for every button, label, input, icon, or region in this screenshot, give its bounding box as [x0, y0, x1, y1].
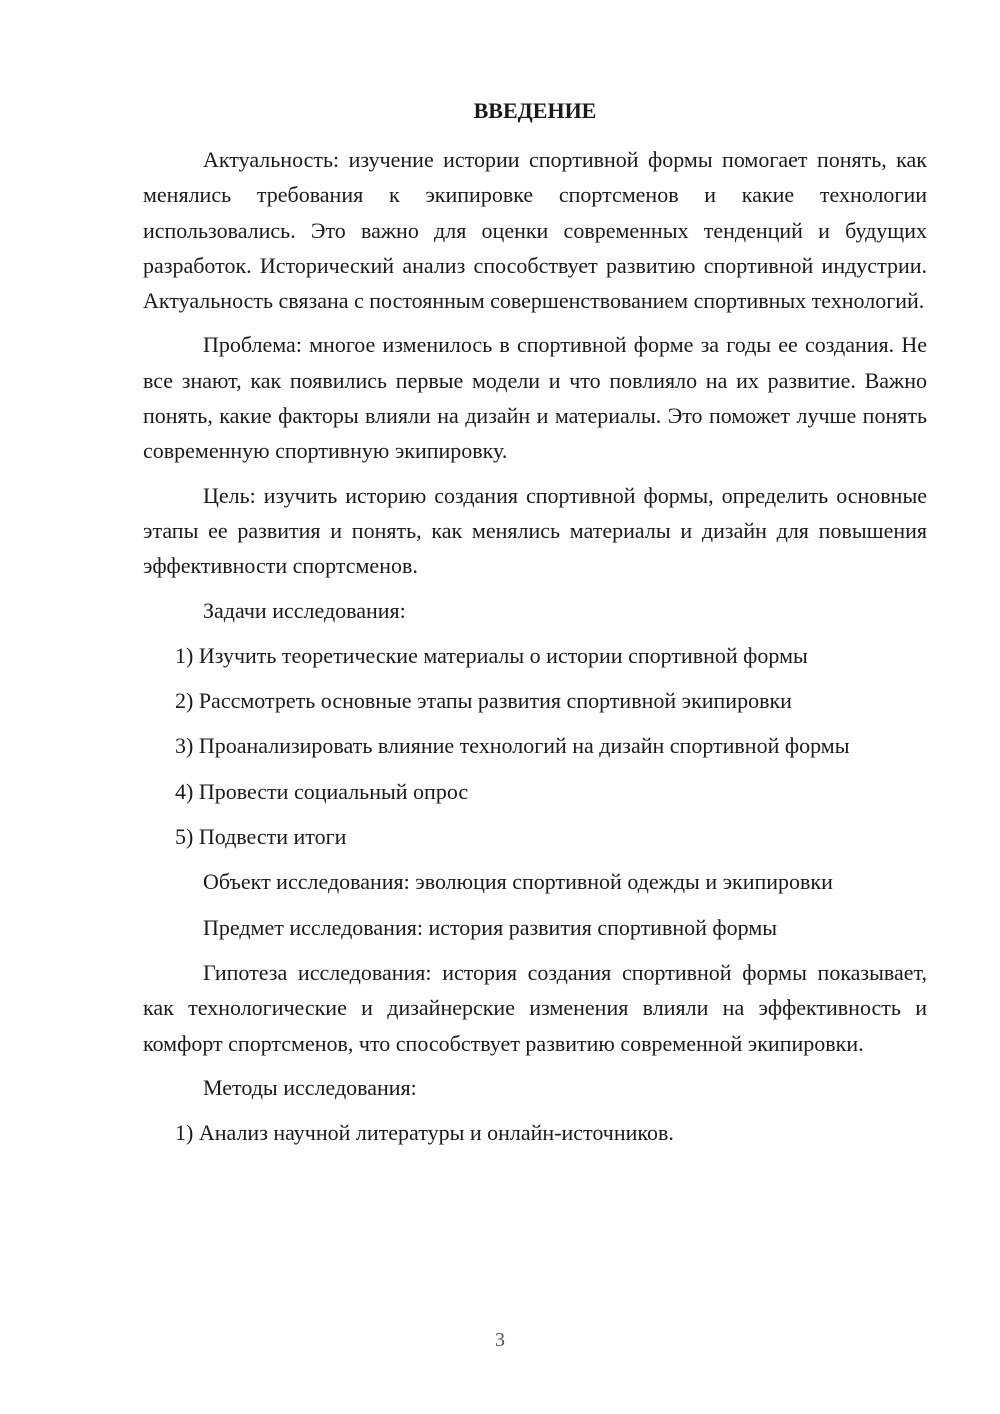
goal-paragraph: Цель: изучить историю создания спортивной формы, определить основные этапы ее развития и понять, как менялись материалы и дизайн для повышения эффективности спортсменов.	[143, 482, 927, 579]
tasks-heading: Задачи исследования:	[203, 597, 406, 623]
hypothesis-paragraph: Гипотеза исследования: история создания спортивной формы показывает, как технологические и дизайнерские изменения влияли на эффективность и комфорт спортсменов, что способствует развитию современной экипировки.	[143, 959, 927, 1056]
page-number: 3	[495, 1329, 505, 1351]
research-object: Объект исследования: эволюция спортивной одежды и экипировки	[203, 869, 833, 895]
problem-paragraph: Проблема: многое изменилось в спортивной форме за годы ее создания. Не все знают, как появились первые модели и что повлияло на их развитие. Важно понять, какие факторы влияли на дизайн и материалы. Это поможет лучше понять современную спортивную экипировку.	[143, 332, 927, 464]
task-item-2: 2) Рассмотреть основные этапы развития спортивной экипировки	[175, 688, 792, 714]
task-item-3: 3) Проанализировать влияние технологий на дизайн спортивной формы	[175, 733, 850, 759]
research-subject: Предмет исследования: история развития спортивной формы	[203, 914, 778, 940]
document-page	[143, 96, 927, 1160]
relevance-paragraph: Актуальность: изучение истории спортивной формы помогает понять, как менялись требования к экипировке спортсменов и какие технологии использовались. Это важно для оценки современных тенденций и будущих разработок. Исторический анализ способствует развитию спортивной индустрии. Актуальность связана с постоянным совершенствованием спортивных технологий.	[143, 147, 927, 314]
methods-heading: Методы исследования:	[203, 1074, 417, 1100]
task-item-1: 1) Изучить теоретические материалы о истории спортивной формы	[175, 642, 808, 668]
task-item-5: 5) Подвести итоги	[175, 824, 347, 850]
method-item-1: 1) Анализ научной литературы и онлайн-источников.	[175, 1120, 674, 1146]
section-title: ВВЕДЕНИЕ	[473, 98, 597, 123]
task-item-4: 4) Провести социальный опрос	[175, 778, 469, 804]
